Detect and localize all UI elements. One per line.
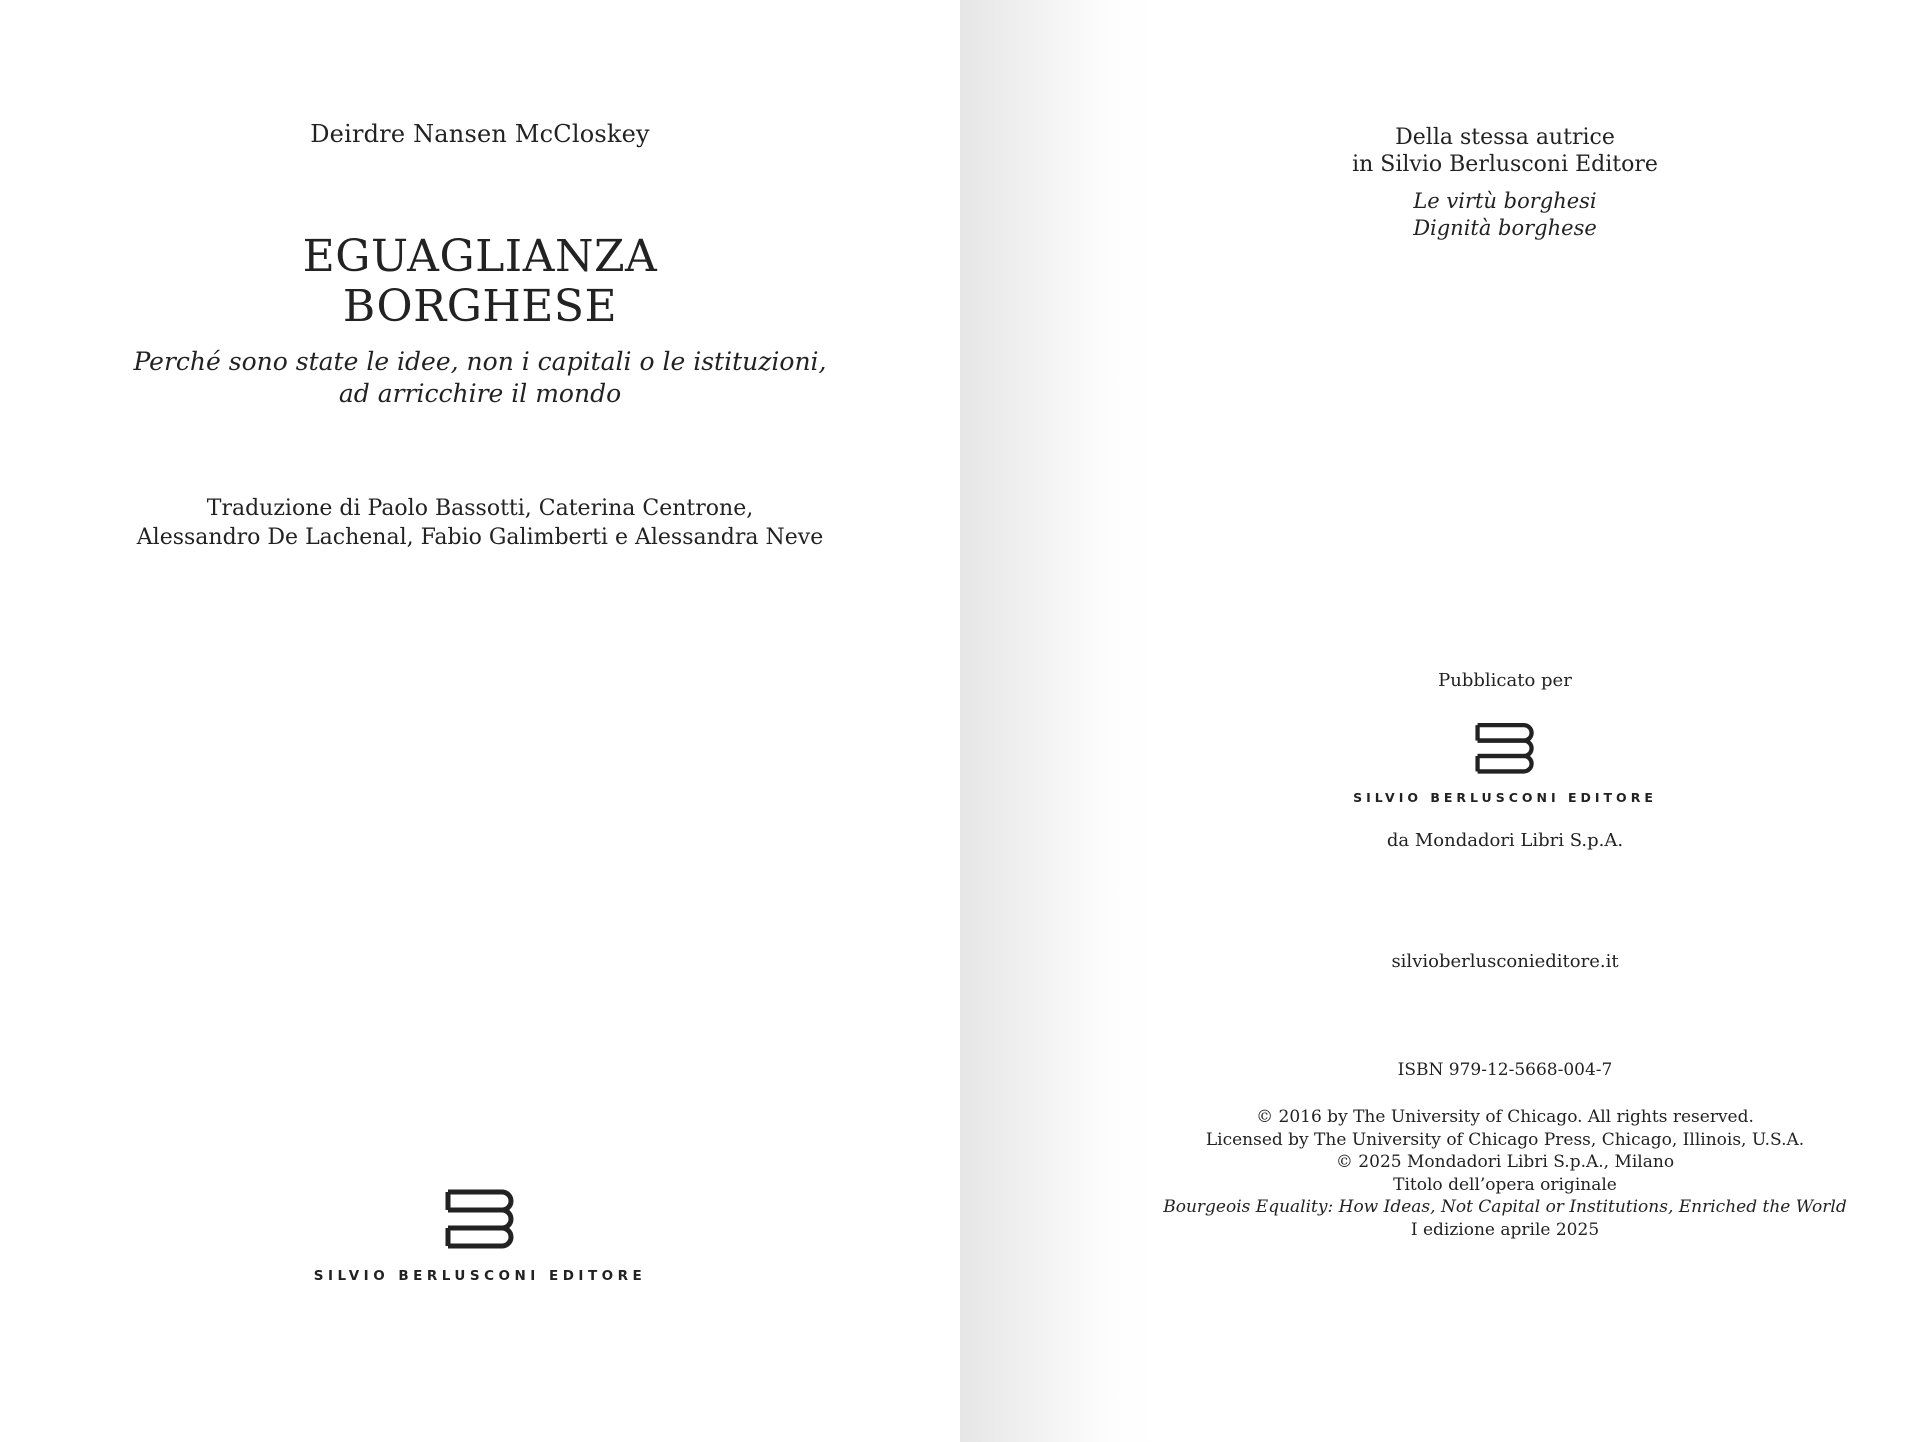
publisher-logo-text: SILVIO BERLUSCONI EDITORE — [1353, 790, 1657, 805]
other-work-item: Le virtù borghesi — [1413, 189, 1597, 213]
right-page-column — [1090, 0, 1920, 1442]
other-work-item: Dignità borghese — [1413, 216, 1597, 240]
stacked-books-logo-icon — [1474, 720, 1536, 780]
same-author-heading-line-2: in Silvio Berlusconi Editore — [1352, 152, 1658, 177]
author-name: Deirdre Nansen McCloskey — [310, 120, 650, 148]
publisher-website: silvioberlusconieditore.it — [1391, 951, 1619, 972]
other-works-list — [1090, 188, 1920, 242]
copyright-line: Titolo dell’opera originale — [1393, 1174, 1617, 1195]
translation-line-1: Traduzione di Paolo Bassotti, Caterina Centrone, — [206, 496, 754, 521]
same-author-heading — [1090, 124, 1920, 178]
copyright-line: © 2016 by The University of Chicago. All rights reserved. — [1256, 1107, 1754, 1127]
right-page — [960, 0, 1920, 1442]
stacked-books-logo-icon — [444, 1186, 516, 1256]
book-title-line-1: EGUAGLIANZA — [302, 231, 658, 282]
book-subtitle-line-1: Perché sono state le idee, non i capitali o le istituzioni, — [133, 347, 827, 376]
isbn: ISBN 979-12-5668-004-7 — [1397, 1060, 1613, 1080]
translation-credits — [0, 494, 960, 552]
translation-line-2: Alessandro De Lachenal, Fabio Galimberti e Alessandra Neve — [136, 525, 824, 550]
original-title: Bourgeois Equality: How Ideas, Not Capital or Institutions, Enriched the World — [1163, 1197, 1847, 1217]
copyright-line: © 2025 Mondadori Libri S.p.A., Milano — [1335, 1152, 1675, 1172]
publisher-logo — [0, 1186, 960, 1284]
book-title-line-2: BORGHESE — [342, 281, 618, 332]
edition-line: I edizione aprile 2025 — [1410, 1219, 1600, 1240]
publisher-logo-text: SILVIO BERLUSCONI EDITORE — [313, 1268, 647, 1284]
book-subtitle — [0, 346, 960, 410]
copyright-block — [1090, 1106, 1920, 1241]
copyright-line: Licensed by The University of Chicago Press, Chicago, Illinois, U.S.A. — [1205, 1129, 1805, 1150]
published-for-label: Pubblicato per — [1438, 670, 1572, 691]
publisher-logo-small — [1090, 720, 1920, 805]
book-title — [0, 232, 960, 332]
book-subtitle-line-2: ad arricchire il mondo — [338, 379, 622, 408]
distributor-text: da Mondadori Libri S.p.A. — [1386, 830, 1624, 851]
same-author-heading-line-1: Della stessa autrice — [1395, 125, 1615, 150]
